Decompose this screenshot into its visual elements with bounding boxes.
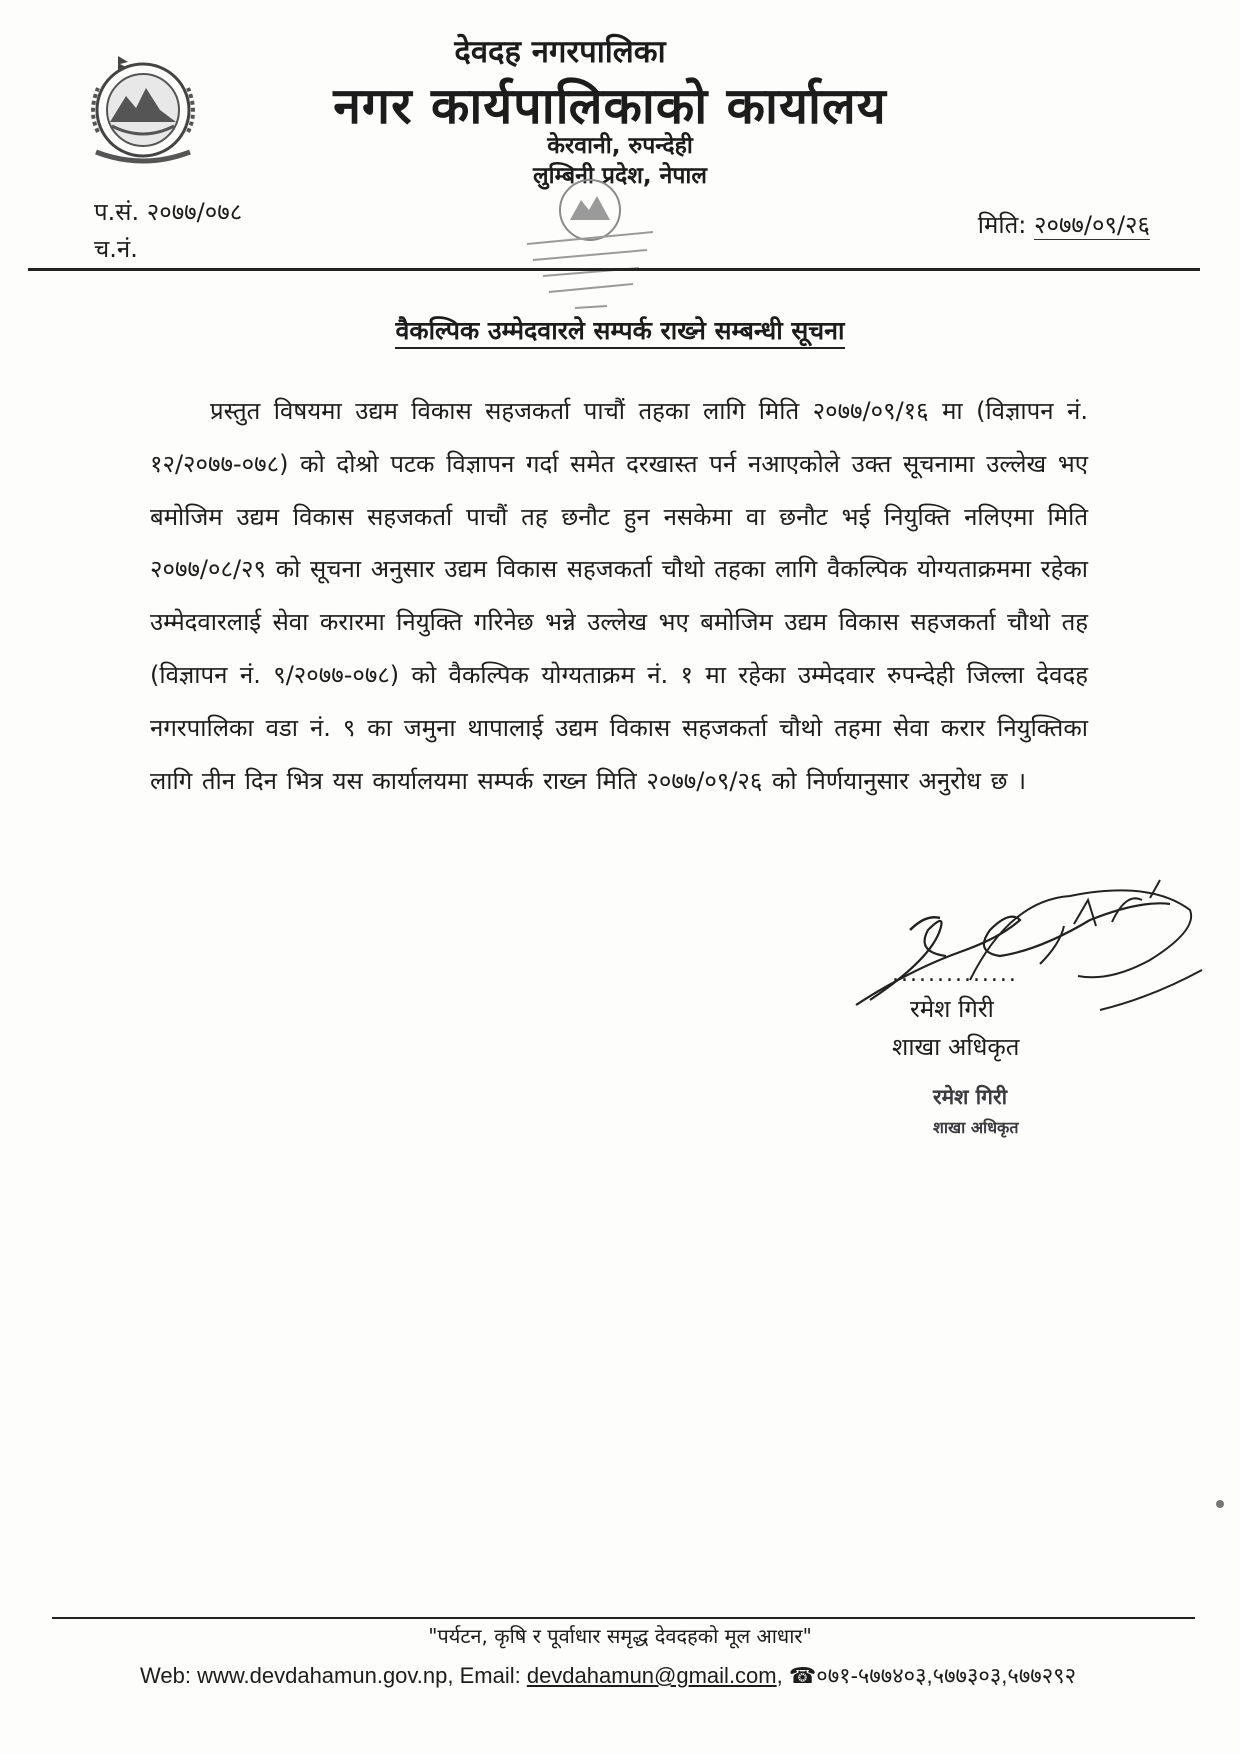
notice-subject [0, 313, 1240, 347]
letter-date [978, 208, 1150, 241]
website-text: Web: www.devdahamun.gov.np, Email: [140, 1663, 527, 1688]
notice-body: प्रस्तुत विषयमा उद्यम विकास सहजकर्ता पाचौं तहका लागि मिति २०७७/०९/१६ मा (विज्ञापन नं. १२/२०७७-०७८) को दोश्रो पटक विज्ञापन गर्दा समेत दरखास्त पर्न नआएकोले उक्त सूचनामा उल्लेख भए बमोजिम उद्यम विकास सहजकर्ता पाचौं तह छनौट हुन नसकेमा वा छनौट भई नियुक्ति नलिएमा मिति २०७७/०८/२९ को सूचना अनुसार उद्यम विकास सहजकर्ता चौथो तहका लागि वैकल्पिक योग्यताक्रममा रहेका उम्मेदवारलाई सेवा करारमा नियुक्ति गरिनेछ भन्ने उल्लेख भए बमोजिम उद्यम विकास सहजकर्ता चौथो तह (विज्ञापन नं. ९/२०७७-०७८) को वैकल्पिक योग्यताक्रम नं. १ मा रहेका उम्मेदवार रुपन्देही जिल्ला देवदह नगरपालिका वडा नं. ९ का जमुना थापालाई उद्यम विकास सहजकर्ता चौथो तहमा सेवा करार नियुक्तिका लागि तीन दिन भित्र यस कार्यालयमा सम्पर्क राख्न मिति २०७७/०९/२६ को निर्णयानुसार अनुरोध छ । [150, 397, 1088, 795]
handwritten-signature-icon [850, 860, 1210, 1030]
signatory-title: शाखा अधिकृत [892, 1033, 1020, 1061]
date-label: मिति: [977, 211, 1027, 239]
email-link[interactable]: devdahamun@gmail.com [526, 1663, 777, 1688]
dispatch-number: च.नं. [94, 235, 138, 263]
address-line-2: लुम्बिनी प्रदेश, नेपाल [533, 163, 707, 189]
signature-line: .............. [892, 962, 1018, 987]
office-seal-icon [515, 172, 665, 317]
signatory-name: रमेश गिरी [910, 995, 994, 1023]
municipality-name: देवदह नगरपालिका [454, 34, 666, 70]
address-line-1: केरवानी, रुपन्देही [547, 133, 693, 159]
footer-contact [140, 1660, 1076, 1690]
header-divider [28, 268, 1200, 271]
date-value: २०७७/०९/२६ [1033, 211, 1150, 239]
scan-speck [1216, 1500, 1224, 1508]
reference-number: प.सं. २०७७/०७८ [94, 198, 243, 226]
stamp-signatory-name: रमेश गिरी [933, 1085, 1008, 1109]
footer-motto: "पर्यटन, कृषि र पूर्वाधार समृद्ध देवदहको मूल आधार" [428, 1624, 812, 1648]
office-title: नगर कार्यपालिकाको कार्यालय [333, 77, 887, 135]
stamp-signatory-title: शाखा अधिकृत [933, 1118, 1019, 1137]
nepal-emblem-icon [78, 52, 208, 172]
phone-numbers: , ☎०७१-५७७४०३,५७७३०३,५७७२९२ [776, 1663, 1077, 1688]
subject-text: वैकल्पिक उम्मेदवारले सम्पर्क राख्ने सम्बन्धी सूचना [395, 316, 844, 349]
footer-divider [52, 1617, 1195, 1619]
